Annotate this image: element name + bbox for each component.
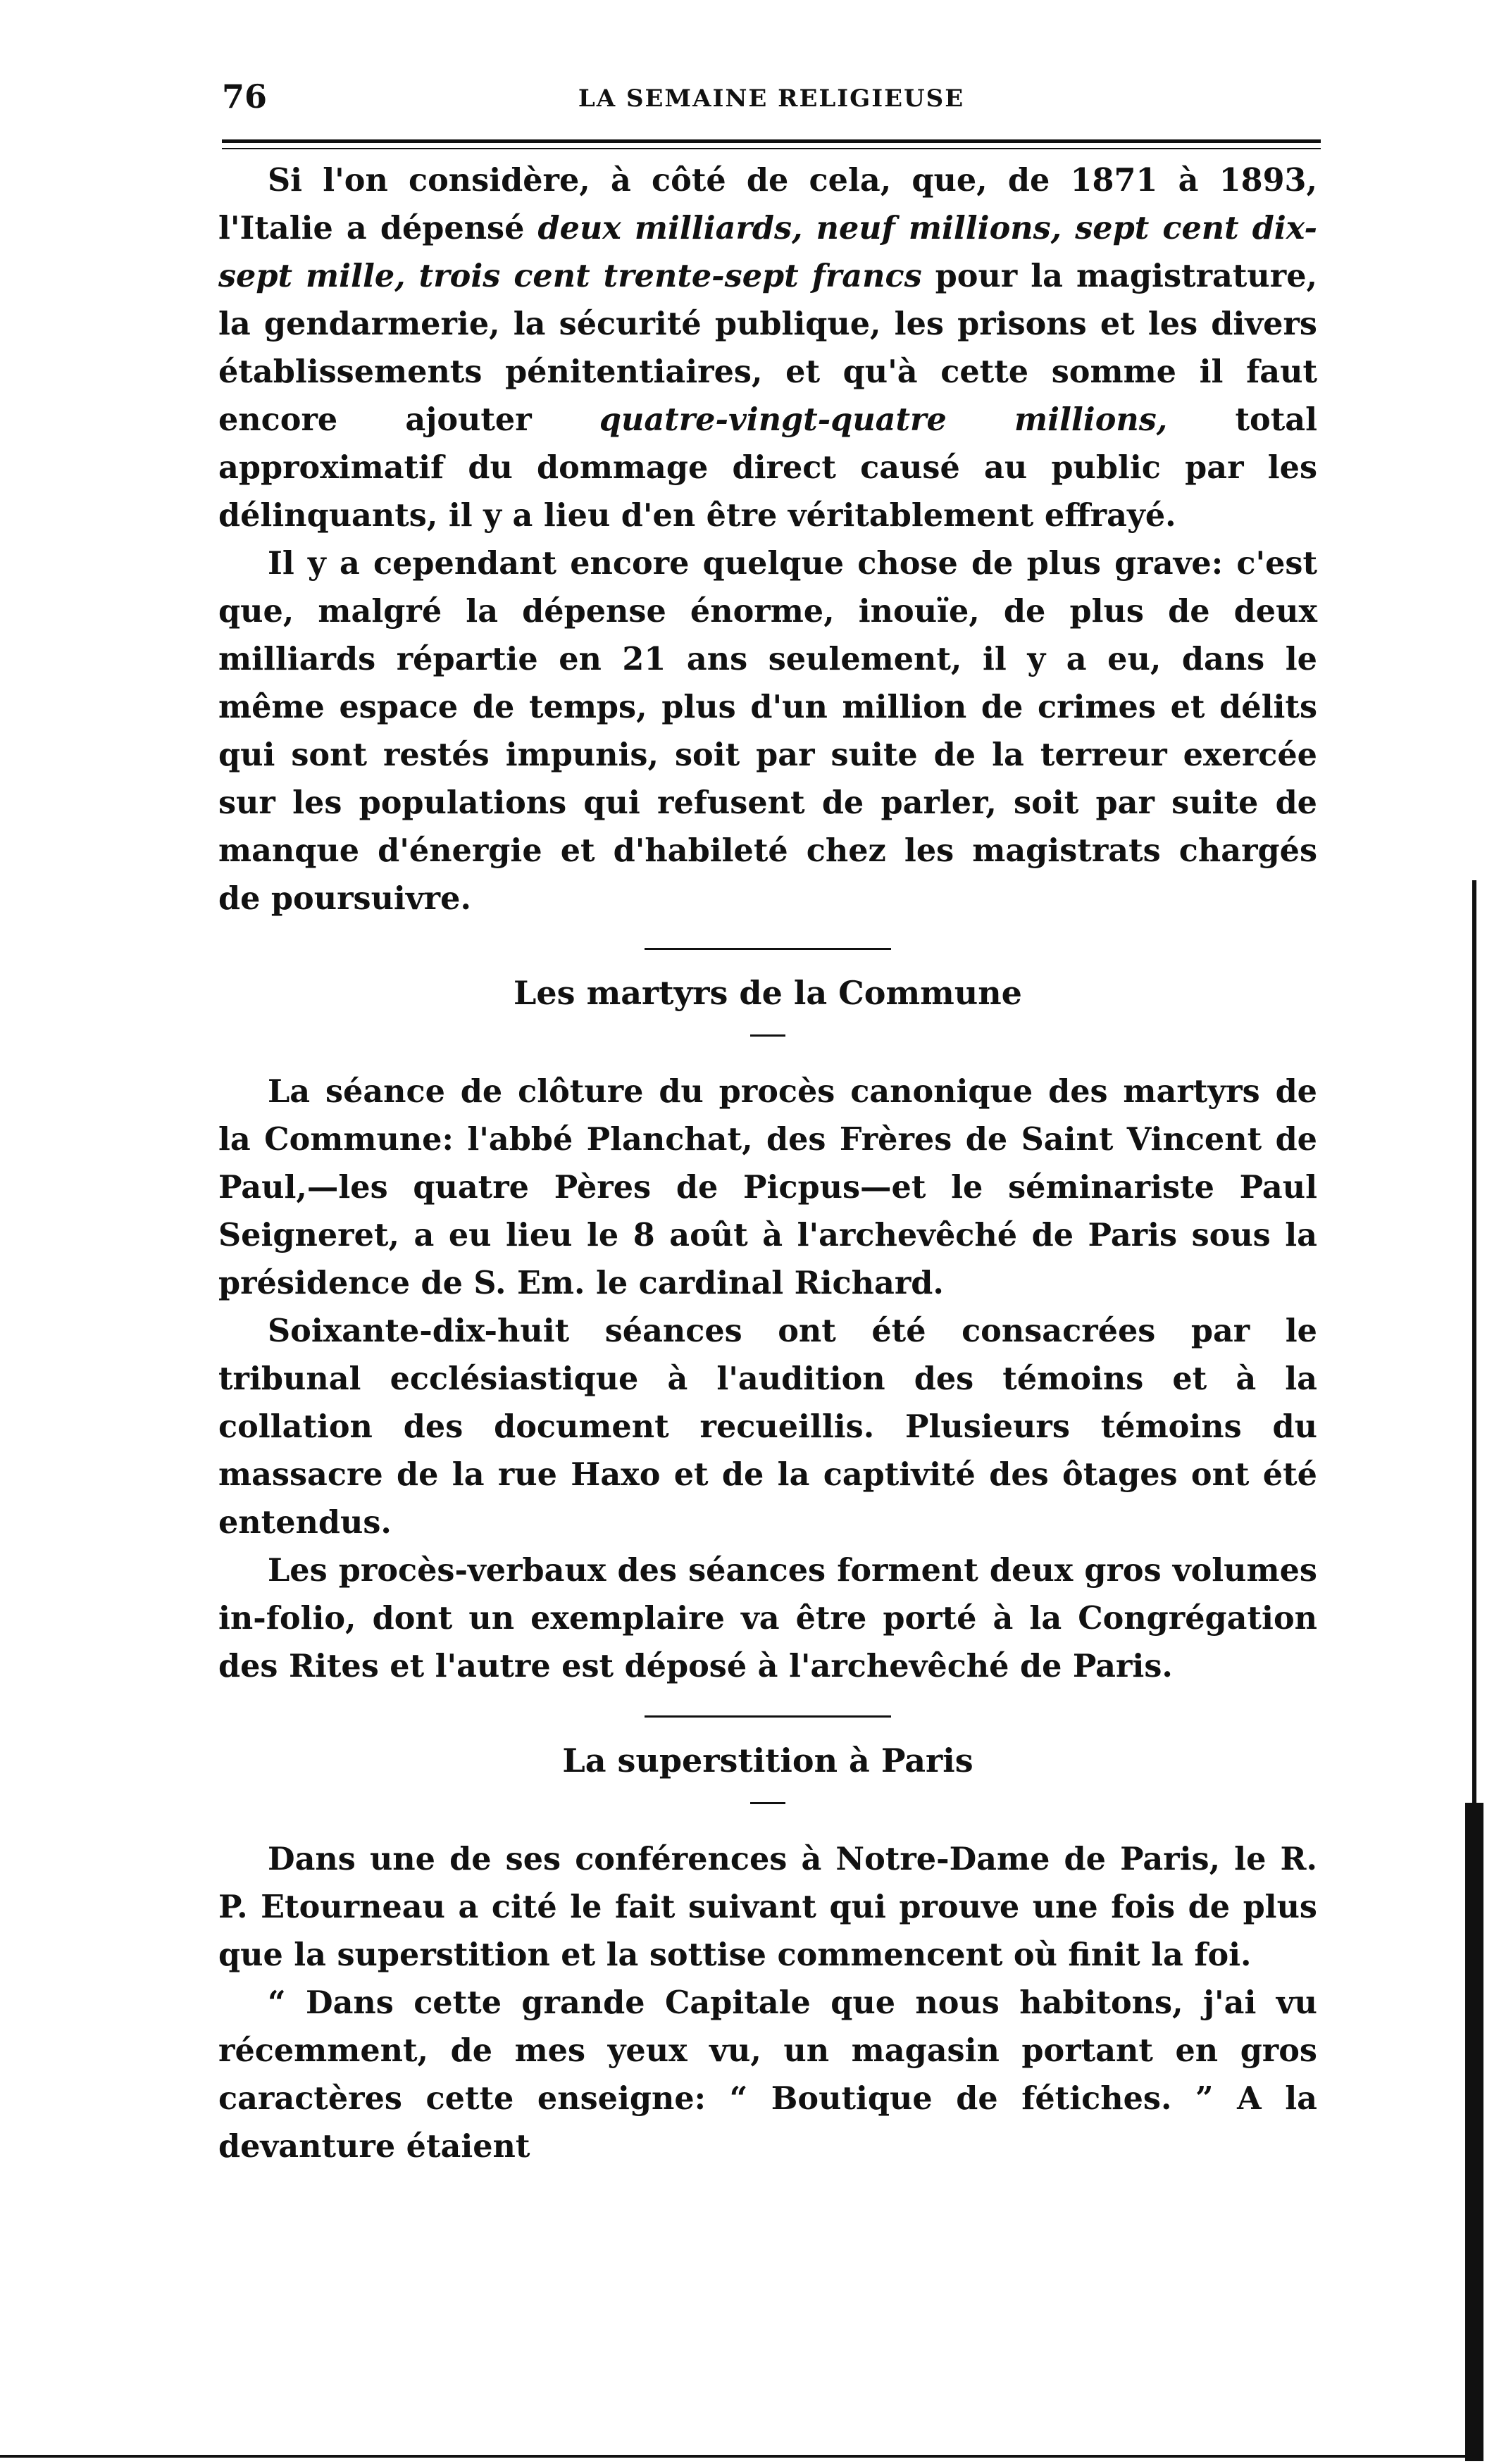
paragraph-text: Si l'on considère, à côté de cela, que, de 1871 à 1893, l'Italie a dépensé <box>218 162 1317 246</box>
paragraph-impunity: Il y a cependant encore quelque chose de plus grave: c'est que, malgré la dépense énorme, inouïe, de plus de deux milliards répartie en 21 ans seulement, il y a eu, dans le même espace de temps, plus d'un million de crimes et délits qui sont restés impunis, soit par suite de la terreur exercée sur les populations qui refusent de parler, soit par suite de manque d'énergie et d'habileté chez les magistrats chargés de poursuivre. <box>218 545 1317 917</box>
paragraph-martyrs-2: Soixante-dix-huit séances ont été consacrées par le tribunal ecclésiastique à l'audition des témoins et à la collation des document recueillis. Plusieurs témoins du massacre de la rue Haxo et de la captivité des ôtages ont été entendus. <box>218 1313 1317 1541</box>
paragraph-text: total approximatif du dommage direct causé au public par les délinquants, il y a lieu d'en être véritablement effrayé. <box>218 401 1318 534</box>
page-content <box>218 156 1317 2170</box>
page-number: 76 <box>222 77 268 115</box>
scan-edge-bottom <box>0 2455 1479 2458</box>
section-separator <box>645 1715 891 1718</box>
paragraph-martyrs-1: La séance de clôture du procès canonique des martyrs de la Commune: l'abbé Planchat, des Frères de Saint Vincent de Paul,—les quatre Pères de Picpus—et le séminariste Paul Seigneret, a eu lieu le 8 août à l'archevêché de Paris sous la présidence de S. Em. le cardinal Richard. <box>218 1073 1317 1301</box>
section-separator <box>645 948 891 950</box>
paragraph-martyrs-3: Les procès-verbaux des séances forment deux gros volumes in-folio, dont un exemplaire va être porté à la Congrégation des Rites et l'autre est déposé à l'archevêché de Paris. <box>218 1552 1317 1684</box>
paragraph-italy-costs <box>218 156 1317 539</box>
section-title-superstition: La superstition à Paris <box>562 1741 973 1780</box>
scan-edge-right-dark <box>1465 1803 1483 2461</box>
italic-amount: deux milliards, neuf millions, sept cent dix-sept mille, trois cent trente-sept francs <box>218 210 1317 294</box>
paragraph-superstition-2: “ Dans cette grande Capitale que nous habitons, j'ai vu récemment, de mes yeux vu, un magasin portant en gros caractères cette enseigne: “ Boutique de fétiches. ” A la devanture étaient <box>218 1984 1317 2165</box>
header-rule-thin <box>222 148 1321 149</box>
title-dash <box>750 1034 785 1037</box>
section-title-martyrs: Les martyrs de la Commune <box>514 974 1022 1012</box>
page-header <box>222 77 1321 127</box>
paragraph-text: pour la magistrature, la gendarmerie, la sécurité publique, les prisons et les divers établissements pénitentiaires, et qu'à cette somme il faut encore ajouter <box>218 258 1318 438</box>
running-title: LA SEMAINE RELIGIEUSE <box>578 85 965 113</box>
header-rule <box>222 139 1321 143</box>
title-dash <box>750 1802 785 1804</box>
paragraph-superstition-1: Dans une de ses conférences à Notre-Dame de Paris, le R. P. Etourneau a cité le fait suivant qui prouve une fois de plus que la superstition et la sottise commencent où finit la foi. <box>218 1841 1317 1973</box>
italic-amount: quatre-vingt-quatre millions, <box>599 401 1168 438</box>
